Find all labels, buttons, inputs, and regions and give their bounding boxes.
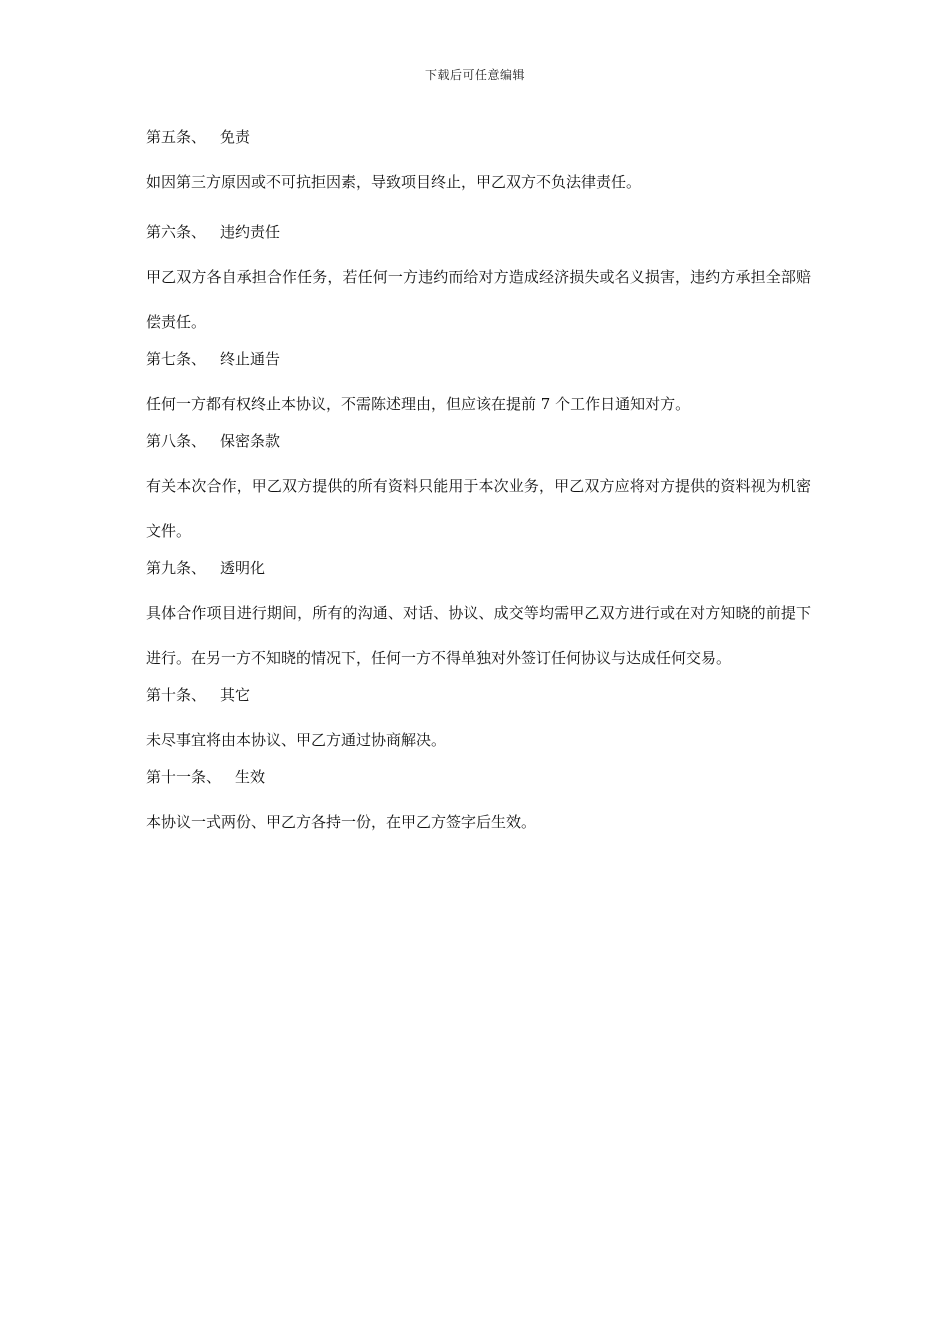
section-number: 第七条、 <box>146 350 207 368</box>
section-title: 违约责任 <box>220 223 281 241</box>
section-number: 第九条、 <box>146 559 207 577</box>
section-title: 其它 <box>220 686 251 704</box>
section-title: 终止通告 <box>220 350 281 368</box>
section-paragraph: 甲乙双方各自承担合作任务，若任何一方违约而给对方造成经济损失或名义损害，违约方承担全部赔偿责任。 <box>146 268 811 331</box>
section-paragraph: 本协议一式两份、甲乙方各持一份，在甲乙方签字后生效。 <box>146 813 537 831</box>
section-number: 第八条、 <box>146 432 207 450</box>
section-paragraph: 有关本次合作，甲乙双方提供的所有资料只能用于本次业务，甲乙双方应将对方提供的资料视为机密文件。 <box>146 477 811 540</box>
section-number: 第六条、 <box>146 223 207 241</box>
section-paragraph: 未尽事宜将由本协议、甲乙方通过协商解决。 <box>146 731 447 749</box>
document-body <box>146 123 811 845</box>
section-number: 第十条、 <box>146 686 207 704</box>
section-title: 生效 <box>235 768 266 786</box>
header-note: 下载后可任意编辑 <box>424 68 525 82</box>
section-number: 第五条、 <box>146 128 207 146</box>
section-paragraph: 具体合作项目进行期间，所有的沟通、对话、协议、成交等均需甲乙双方进行或在对方知晓的前提下进行。在另一方不知晓的情况下，任何一方不得单独对外签订任何协议与达成任何交易。 <box>146 604 811 667</box>
section-title: 保密条款 <box>220 432 281 450</box>
section-paragraph: 如因第三方原因或不可抗拒因素，导致项目终止，甲乙双方不负法律责任。 <box>146 173 642 191</box>
section-number: 第十一条、 <box>146 768 222 786</box>
section-paragraph: 任何一方都有权终止本协议，不需陈述理由，但应该在提前 7 个工作日通知对方。 <box>146 395 691 413</box>
section-title: 免责 <box>220 128 251 146</box>
section-title: 透明化 <box>220 559 266 577</box>
